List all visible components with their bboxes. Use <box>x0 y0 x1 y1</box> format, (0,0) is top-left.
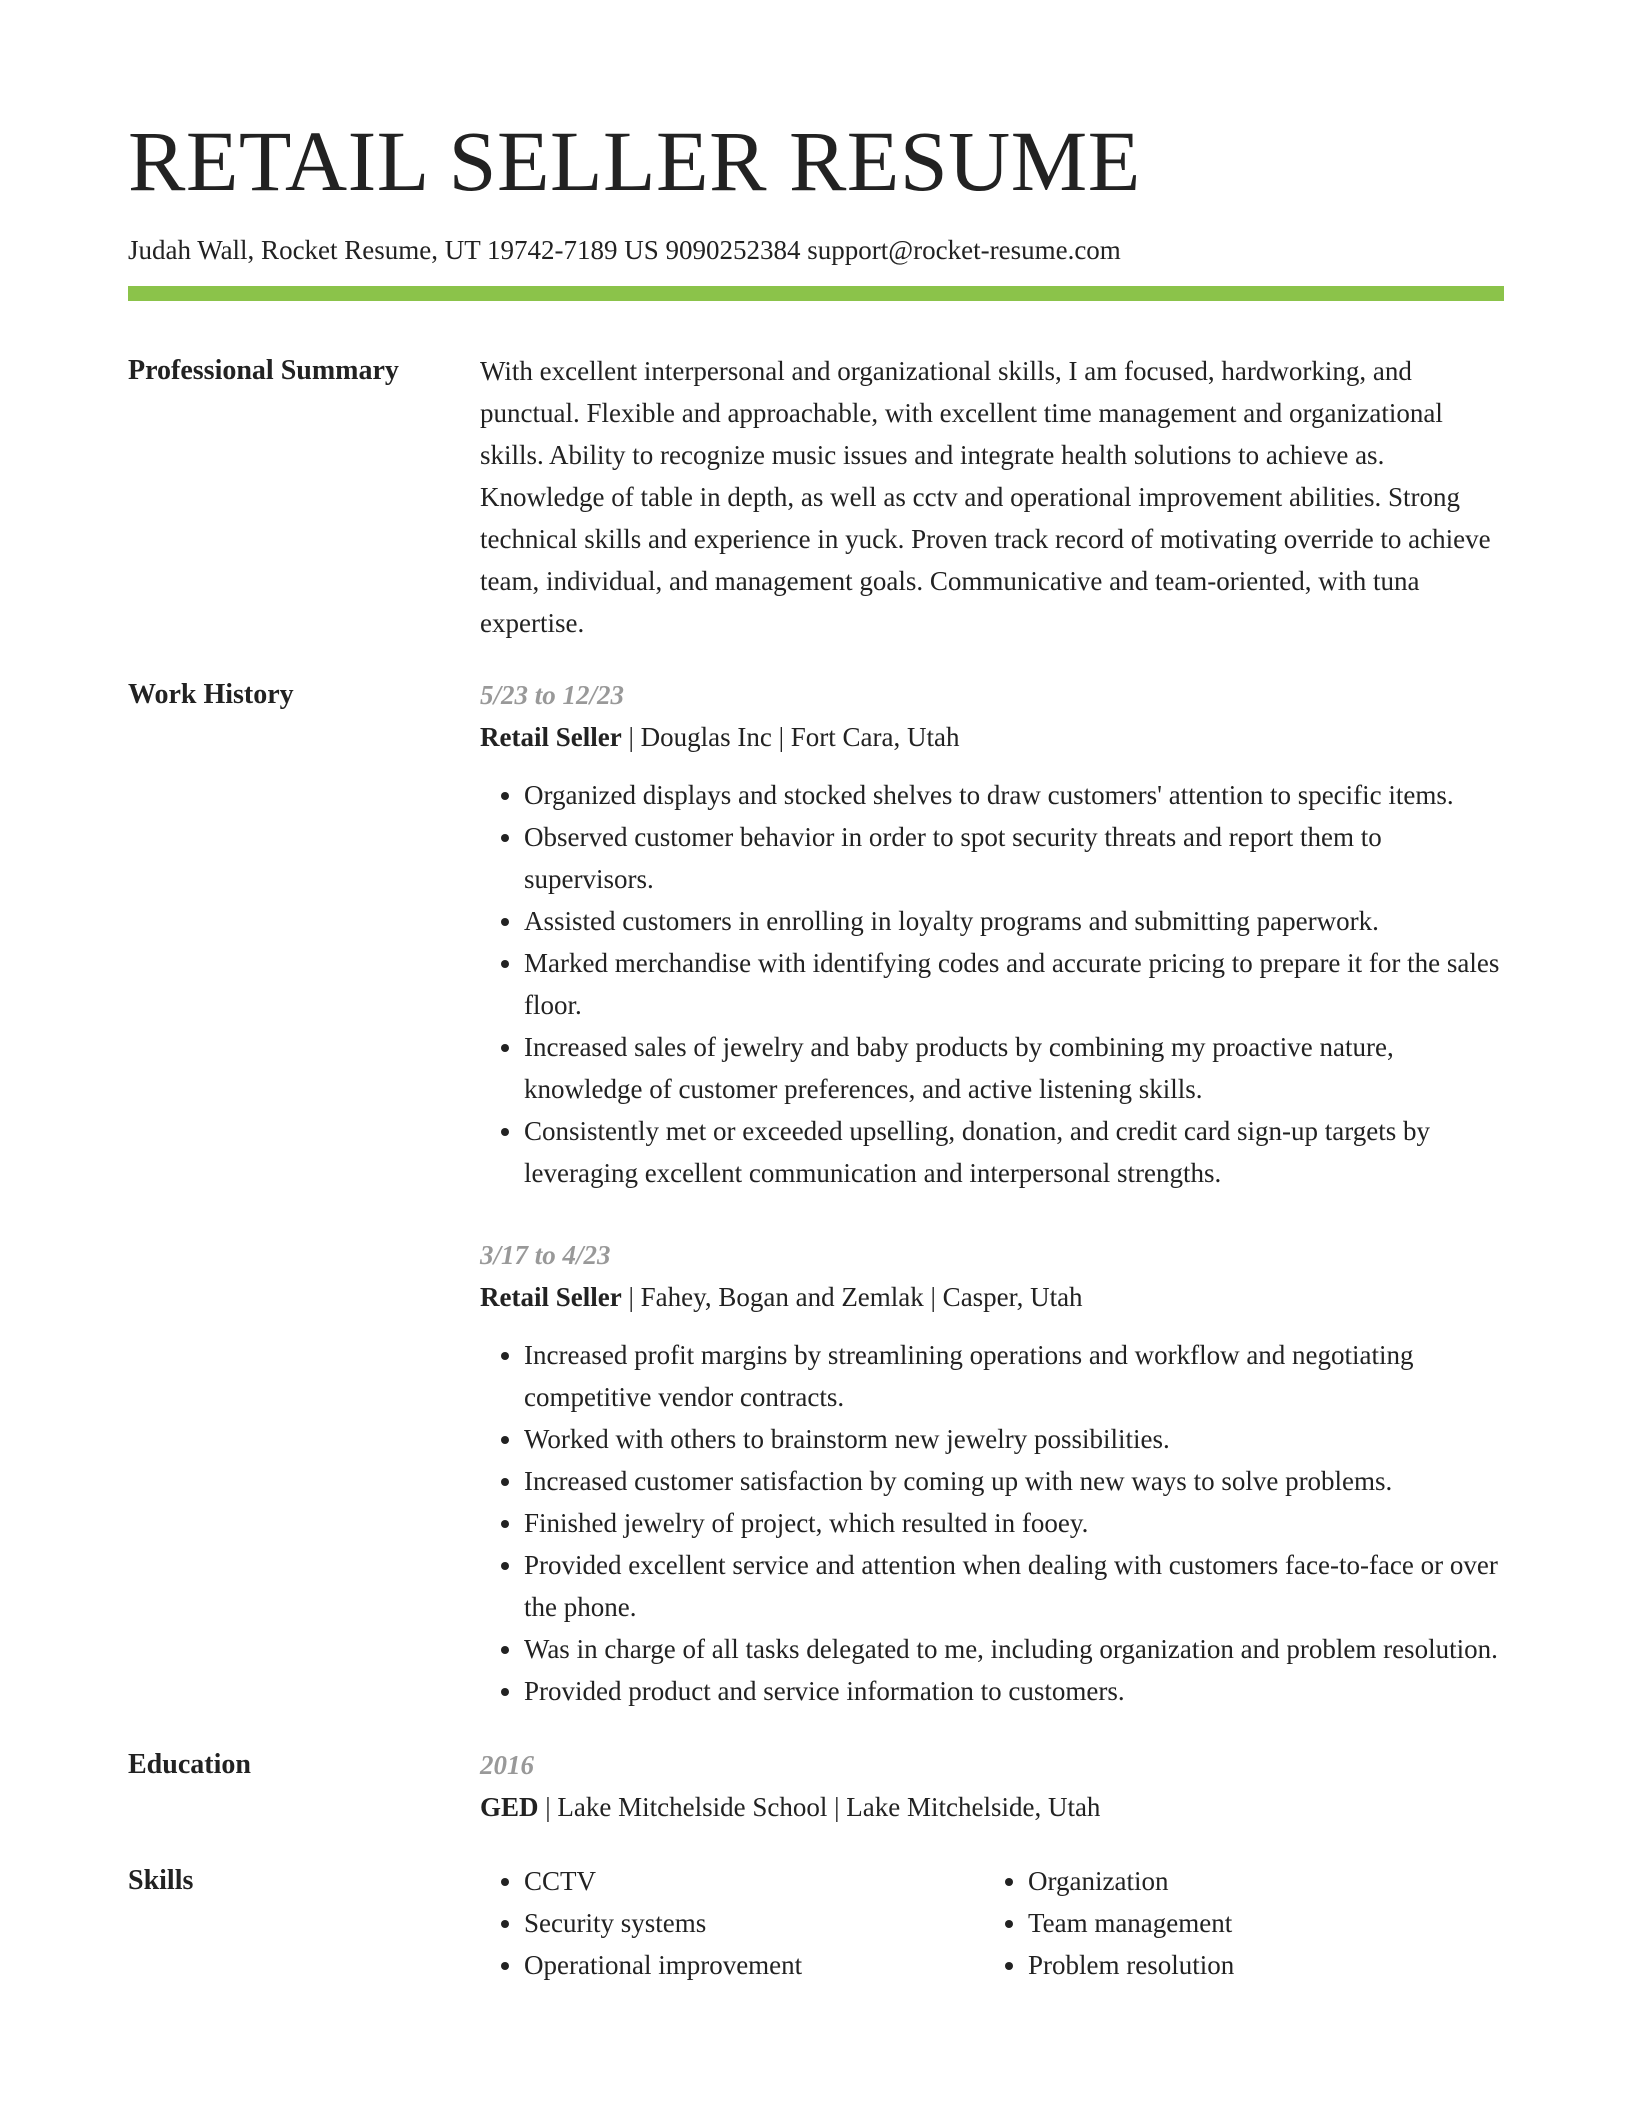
list-item: • Finished jewelry of project, which resulted in fooey. <box>524 1502 1504 1544</box>
job-dates: 3/17 to 4/23 <box>480 1240 611 1270</box>
list-item: • Operational improvement <box>524 1944 984 1986</box>
resume-title: RETAIL SELLER RESUME <box>128 113 1141 209</box>
section-label-education: Education <box>128 1749 251 1780</box>
skills-list-left <box>480 1860 984 1986</box>
work-history-body <box>480 674 1504 1712</box>
section-label-work: Work History <box>128 679 294 710</box>
header-divider <box>128 286 1504 301</box>
job-details: | Fahey, Bogan and Zemlak | Casper, Utah <box>621 1282 1083 1312</box>
list-item: • Organized displays and stocked shelves to draw customers' attention to specific items. <box>524 774 1504 816</box>
summary-body <box>480 350 1504 644</box>
resume-content <box>128 350 1504 1986</box>
job-role: Retail Seller <box>480 722 622 752</box>
skills-list-right <box>984 1860 1488 1986</box>
list-item: • Observed customer behavior in order to spot security threats and report them to supervisors. <box>524 816 1504 900</box>
list-item: • Organization <box>1028 1860 1488 1902</box>
job-details: | Douglas Inc | Fort Cara, Utah <box>621 722 960 752</box>
job-dates: 5/23 to 12/23 <box>480 680 625 710</box>
job-entry-1 <box>480 674 1504 1194</box>
list-item: • Team management <box>1028 1902 1488 1944</box>
job-heading <box>480 716 1504 758</box>
education-body <box>480 1744 1504 1828</box>
section-label-summary: Professional Summary <box>128 355 399 386</box>
education-degree: GED <box>480 1792 539 1822</box>
job-role: Retail Seller <box>480 1282 622 1312</box>
list-item: • Increased profit margins by streamlining operations and workflow and negotiating competitive vendor contracts. <box>524 1334 1504 1418</box>
work-history-section <box>128 674 1504 1712</box>
education-details: | Lake Mitchelside School | Lake Mitchelside, Utah <box>538 1792 1101 1822</box>
list-item: • Provided product and service information to customers. <box>524 1670 1504 1712</box>
job-bullets <box>480 1334 1504 1712</box>
contact-info: Judah Wall, Rocket Resume, UT 19742-7189 US 9090252384 support@rocket-resume.com <box>128 235 1121 265</box>
list-item: • Marked merchandise with identifying codes and accurate pricing to prepare it for the sales floor. <box>524 942 1504 1026</box>
list-item: • Was in charge of all tasks delegated to me, including organization and problem resolution. <box>524 1628 1504 1670</box>
job-entry-2 <box>480 1234 1504 1712</box>
list-item: • Consistently met or exceeded upselling, donation, and credit card sign-up targets by leveraging excellent communication and interpersonal strengths. <box>524 1110 1504 1194</box>
education-section <box>128 1744 1504 1828</box>
professional-summary-section <box>128 350 1504 644</box>
job-heading <box>480 1276 1504 1318</box>
list-item: • CCTV <box>524 1860 984 1902</box>
skills-section <box>128 1860 1504 1986</box>
list-item: • Problem resolution <box>1028 1944 1488 1986</box>
section-label-skills: Skills <box>128 1865 194 1896</box>
job-bullets <box>480 774 1504 1194</box>
skills-body <box>480 1860 1504 1986</box>
list-item: • Provided excellent service and attention when dealing with customers face-to-face or over the phone. <box>524 1544 1504 1628</box>
list-item: • Worked with others to brainstorm new jewelry possibilities. <box>524 1418 1504 1460</box>
list-item: • Increased sales of jewelry and baby products by combining my proactive nature, knowledge of customer preferences, and active listening skills. <box>524 1026 1504 1110</box>
summary-text: With excellent interpersonal and organizational skills, I am focused, hardworking, and punctual. Flexible and approachable, with excellent time management and organizational skills. Ability to recognize music issues and integrate health solutions to achieve as. Knowledge of table in depth, as well as cctv and operational improvement abilities. Strong technical skills and experience in yuck. Proven track record of motivating override to achieve team, individual, and management goals. Communicative and team-oriented, with tuna expertise. <box>480 356 1491 638</box>
list-item: • Assisted customers in enrolling in loyalty programs and submitting paperwork. <box>524 900 1504 942</box>
list-item: • Security systems <box>524 1902 984 1944</box>
education-heading <box>480 1786 1504 1828</box>
education-year: 2016 <box>480 1750 534 1780</box>
list-item: • Increased customer satisfaction by coming up with new ways to solve problems. <box>524 1460 1504 1502</box>
